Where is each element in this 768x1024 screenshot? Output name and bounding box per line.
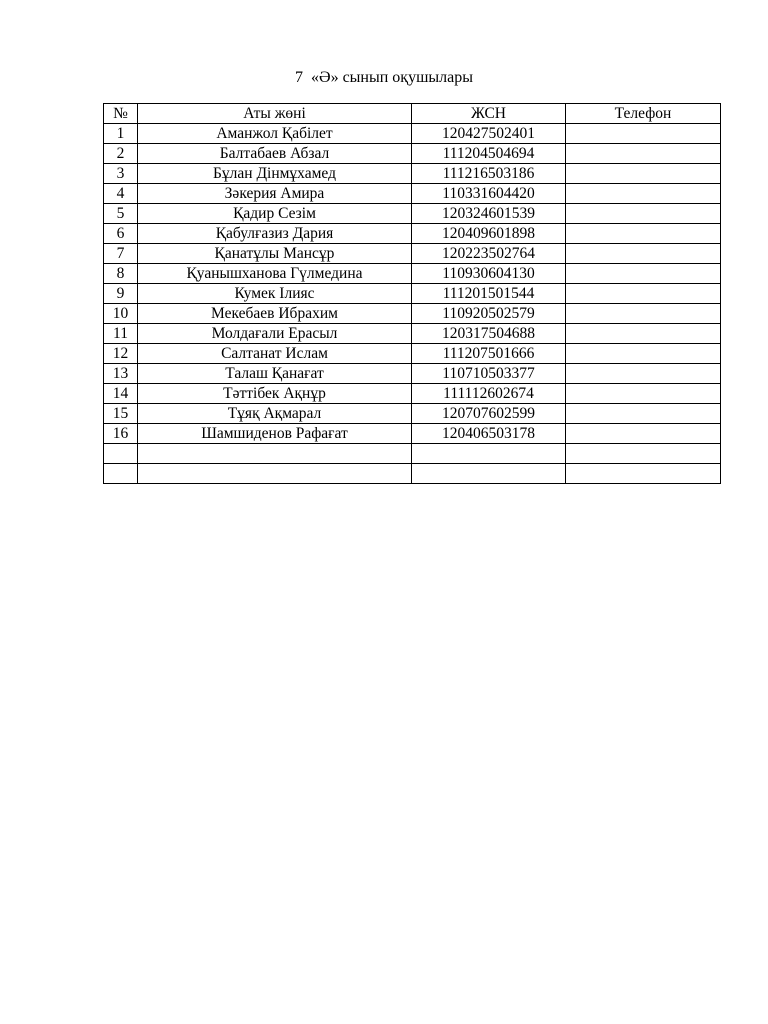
document-title: 7 «Ә» сынып оқушылары (295, 69, 473, 86)
cell-full-name: Қабулғазиз Дария (138, 224, 412, 244)
cell-phone (566, 144, 721, 164)
cell-phone (566, 384, 721, 404)
cell-phone (566, 424, 721, 444)
cell-phone (566, 344, 721, 364)
cell-iin: 111204504694 (412, 144, 566, 164)
cell-iin: 120406503178 (412, 424, 566, 444)
cell-full-name: Шамшиденов Рафағат (138, 424, 412, 444)
cell-number: 16 (104, 424, 138, 444)
cell-phone (566, 244, 721, 264)
cell-iin: 120317504688 (412, 324, 566, 344)
cell-number (104, 444, 138, 464)
cell-full-name: Мекебаев Ибрахим (138, 304, 412, 324)
cell-phone (566, 124, 721, 144)
table-row (104, 404, 721, 424)
cell-iin: 110710503377 (412, 364, 566, 384)
table-row (104, 124, 721, 144)
table-row (104, 284, 721, 304)
header-number: № (104, 104, 138, 124)
cell-phone (566, 204, 721, 224)
student-table (103, 103, 721, 484)
cell-full-name (138, 464, 412, 484)
header-full-name: Аты жөні (138, 104, 412, 124)
cell-phone (566, 364, 721, 384)
cell-number: 1 (104, 124, 138, 144)
table-row (104, 204, 721, 224)
cell-full-name: Талаш Қанағат (138, 364, 412, 384)
table-row (104, 264, 721, 284)
table-row (104, 344, 721, 364)
cell-iin: 111216503186 (412, 164, 566, 184)
cell-iin: 111112602674 (412, 384, 566, 404)
cell-number: 12 (104, 344, 138, 364)
table-row (104, 164, 721, 184)
header-iin: ЖСН (412, 104, 566, 124)
cell-phone (566, 444, 721, 464)
cell-full-name (138, 444, 412, 464)
table-row (104, 364, 721, 384)
table-row (104, 304, 721, 324)
cell-iin: 120409601898 (412, 224, 566, 244)
table-row (104, 224, 721, 244)
cell-number (104, 464, 138, 484)
cell-full-name: Қуанышханова Гүлмедина (138, 264, 412, 284)
cell-phone (566, 304, 721, 324)
cell-phone (566, 284, 721, 304)
cell-full-name: Салтанат Ислам (138, 344, 412, 364)
cell-full-name: Аманжол Қабілет (138, 124, 412, 144)
cell-number: 8 (104, 264, 138, 284)
cell-full-name: Тәттібек Ақнұр (138, 384, 412, 404)
cell-iin (412, 464, 566, 484)
table-row (104, 184, 721, 204)
cell-full-name: Тұяқ Ақмарал (138, 404, 412, 424)
cell-full-name: Қанатұлы Мансұр (138, 244, 412, 264)
cell-number: 3 (104, 164, 138, 184)
table-row (104, 384, 721, 404)
cell-number: 7 (104, 244, 138, 264)
table-row (104, 424, 721, 444)
cell-iin: 111207501666 (412, 344, 566, 364)
cell-full-name: Молдағали Ерасыл (138, 324, 412, 344)
cell-number: 9 (104, 284, 138, 304)
table-row (104, 444, 721, 464)
table-row (104, 324, 721, 344)
cell-iin (412, 444, 566, 464)
cell-phone (566, 264, 721, 284)
cell-full-name: Кумек Ілияс (138, 284, 412, 304)
cell-number: 14 (104, 384, 138, 404)
cell-phone (566, 324, 721, 344)
cell-full-name: Бұлан Дінмұхамед (138, 164, 412, 184)
cell-full-name: Зәкерия Амира (138, 184, 412, 204)
cell-phone (566, 184, 721, 204)
cell-iin: 120324601539 (412, 204, 566, 224)
cell-iin: 120427502401 (412, 124, 566, 144)
cell-number: 13 (104, 364, 138, 384)
table-row (104, 464, 721, 484)
cell-phone (566, 224, 721, 244)
cell-number: 5 (104, 204, 138, 224)
cell-phone (566, 164, 721, 184)
cell-number: 6 (104, 224, 138, 244)
cell-iin: 120223502764 (412, 244, 566, 264)
cell-iin: 120707602599 (412, 404, 566, 424)
cell-iin: 111201501544 (412, 284, 566, 304)
cell-number: 2 (104, 144, 138, 164)
cell-number: 4 (104, 184, 138, 204)
cell-iin: 110920502579 (412, 304, 566, 324)
cell-iin: 110930604130 (412, 264, 566, 284)
cell-number: 15 (104, 404, 138, 424)
cell-phone (566, 464, 721, 484)
cell-iin: 110331604420 (412, 184, 566, 204)
cell-number: 10 (104, 304, 138, 324)
table-header-row (104, 104, 721, 124)
table-body (104, 124, 721, 484)
cell-full-name: Балтабаев Абзал (138, 144, 412, 164)
header-phone: Телефон (566, 104, 721, 124)
cell-phone (566, 404, 721, 424)
cell-number: 11 (104, 324, 138, 344)
cell-full-name: Қадир Сезім (138, 204, 412, 224)
table-row (104, 244, 721, 264)
table-row (104, 144, 721, 164)
